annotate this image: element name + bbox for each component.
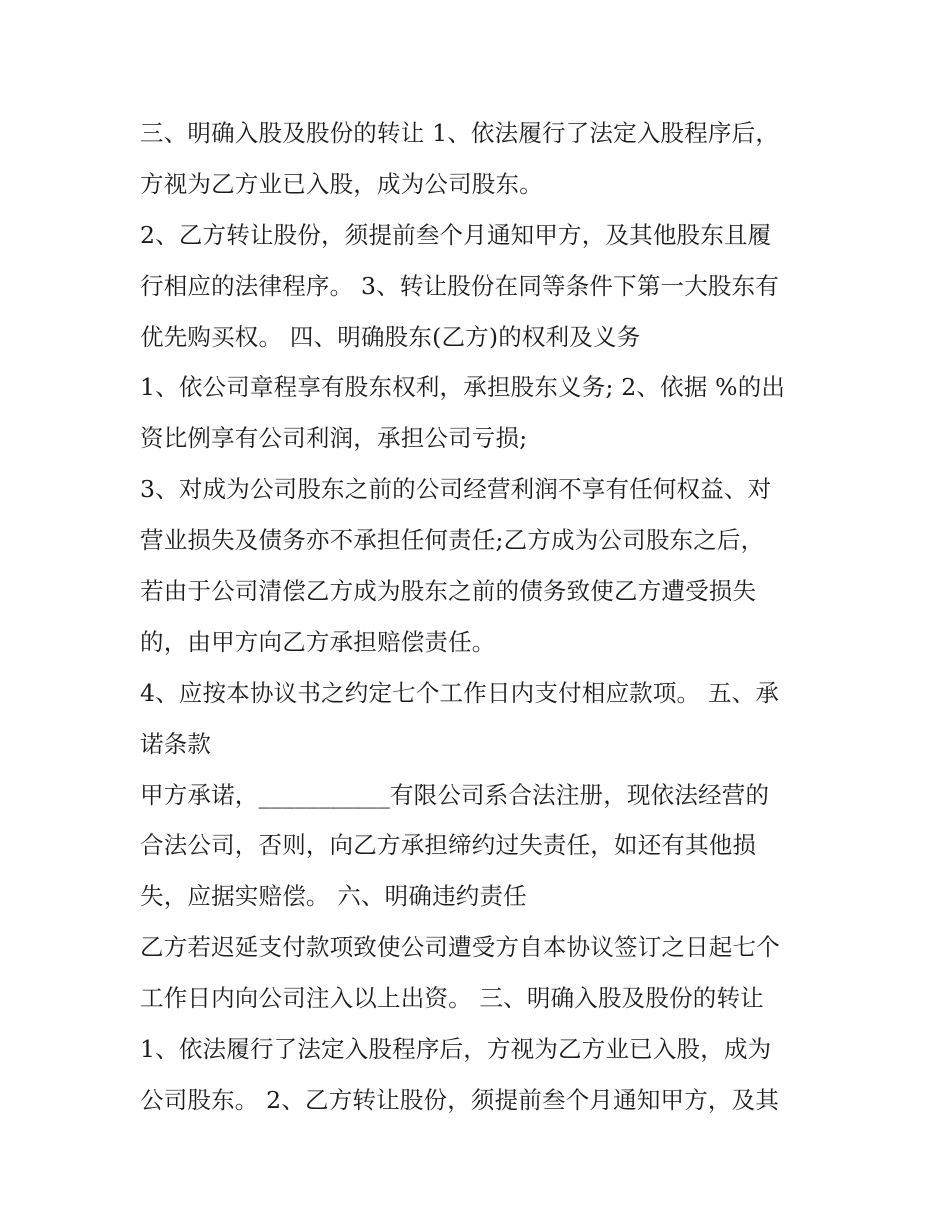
text-line: 营业损失及债务亦不承担任何责任;乙方成为公司股东之后， [140, 526, 765, 555]
text-line: 诺条款 [140, 729, 212, 758]
text-line: 工作日内向公司注入以上出资。 三、明确入股及股份的转让 [140, 984, 764, 1013]
text-line: 公司股东。 2、乙方转让股份，须提前叁个月通知甲方，及其 [140, 1085, 780, 1114]
text-line: 失，应据实赔偿。 六、明确违约责任 [140, 882, 527, 911]
text-line: 方视为乙方业已入股，成为公司股东。 [140, 169, 543, 198]
document-body [140, 108, 830, 1126]
text-line: 的，由甲方向乙方承担赔偿责任。 [140, 627, 496, 656]
text-line: 三、明确入股及股份的转让 1、依法履行了法定入股程序后， [140, 119, 780, 147]
text-line: 若由于公司清偿乙方成为股东之前的债务致使乙方遭受损失 [140, 577, 757, 606]
text-line: 3、对成为公司股东之前的公司经营利润不享有任何权益、对 [140, 475, 772, 504]
text-line: 4、应按本协议书之约定七个工作日内支付相应款项。 五、承 [140, 678, 780, 707]
text-line: 甲方承诺，___________有限公司系合法注册，现依法经营的 [140, 780, 770, 809]
text-line: 资比例享有公司利润，承担公司亏损; [140, 424, 528, 453]
text-line: 优先购买权。 四、明确股东(乙方)的权利及义务 [140, 322, 641, 351]
text-line: 1、依法履行了法定入股程序后，方视为乙方业已入股，成为 [140, 1035, 772, 1064]
text-line: 2、乙方转让股份，须提前叁个月通知甲方，及其他股东且履 [140, 220, 772, 249]
text-line: 1、依公司章程享有股东权利，承担股东义务; 2、依据 %的出 [140, 373, 786, 402]
text-line: 行相应的法律程序。 3、转让股份在同等条件下第一大股东有 [140, 271, 780, 300]
text-line: 乙方若迟延支付款项致使公司遭受方自本协议签订之日起七个 [140, 933, 780, 962]
text-line: 合法公司，否则，向乙方承担缔约过失责任，如还有其他损 [140, 831, 757, 860]
